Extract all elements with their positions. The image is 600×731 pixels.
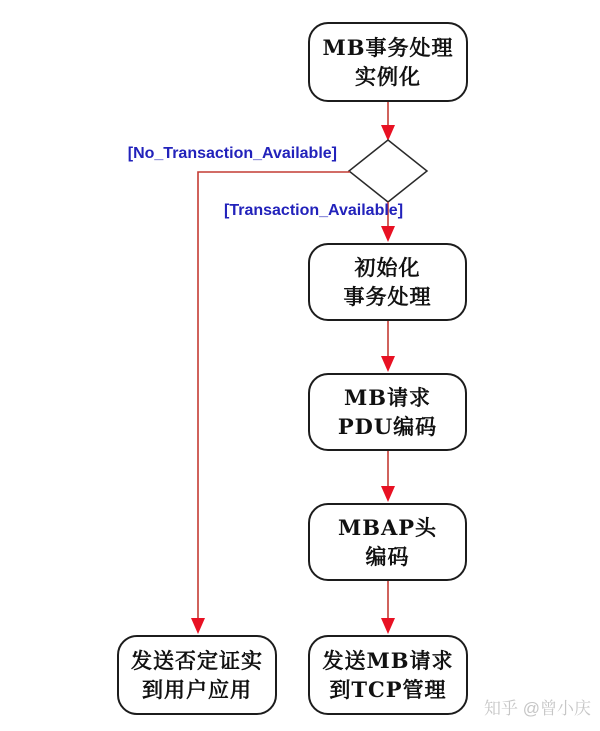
node-text-line: 到用户应用 <box>142 677 252 702</box>
node-mb-transaction-instantiation <box>308 22 468 102</box>
node-text-line: 初始化 <box>354 255 421 280</box>
node-send-negative-confirmation <box>117 635 277 715</box>
arrowhead-init <box>381 226 395 242</box>
arrowhead-mbap <box>381 486 395 502</box>
node-text-line: 事务处理 <box>343 284 432 309</box>
node-text-line: 到TCP管理 <box>329 677 447 702</box>
node-text-line: 发送MB请求 <box>322 648 454 673</box>
watermark-zhihu: 知乎 @曾小庆 <box>484 699 591 718</box>
node-initialize-transaction <box>308 243 467 321</box>
node-send-mb-request-to-tcp <box>308 635 468 715</box>
arrowhead-pdu <box>381 356 395 372</box>
node-text-line: MBAP头 <box>337 515 438 540</box>
node-text-line: 实例化 <box>355 64 421 89</box>
guard-label-transaction-available: [Transaction_Available] <box>224 202 404 219</box>
arrowhead-send-negative <box>191 618 205 634</box>
decision-diamond <box>349 140 427 202</box>
node-text-line: MB事务处理 <box>322 35 454 60</box>
node-mb-request-pdu-encoding <box>308 373 467 451</box>
node-text-line: 编码 <box>365 544 410 569</box>
node-text-line: MB请求 <box>344 385 431 410</box>
node-mbap-header-encoding <box>308 503 467 581</box>
node-text-line: 发送否定证实 <box>131 648 263 673</box>
guard-label-no-transaction-available: [No_Transaction_Available] <box>127 145 337 162</box>
node-text-line: PDU编码 <box>337 414 438 439</box>
arrowhead-send-request <box>381 618 395 634</box>
arrowhead-decision <box>381 125 395 141</box>
